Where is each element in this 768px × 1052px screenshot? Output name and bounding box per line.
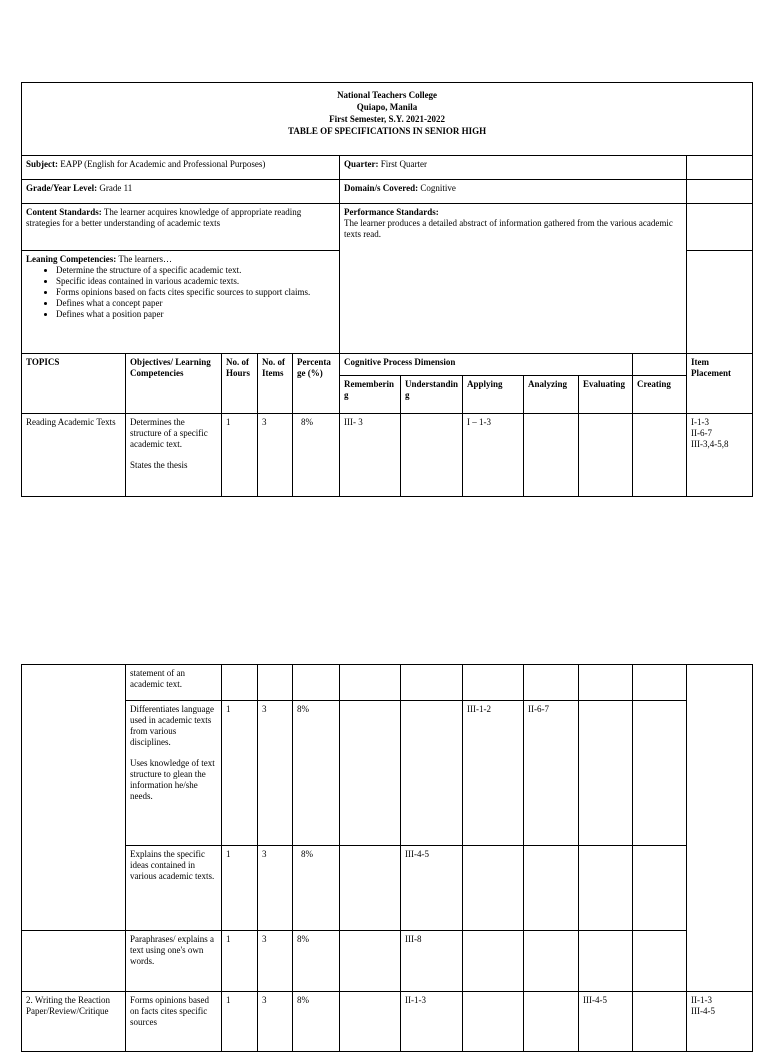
objective-cell: statement of an academic text. (126, 665, 222, 701)
hours-cell: 1 (222, 414, 258, 497)
hours-cell: 1 (222, 846, 258, 931)
remembering-cell (340, 846, 401, 931)
creating-cell (633, 992, 687, 1052)
remembering-cell (340, 931, 401, 992)
table-row (22, 701, 753, 846)
col-header-applying: Applying (463, 376, 524, 414)
empty-cell (687, 156, 753, 180)
analyzing-cell: II-6-7 (524, 701, 579, 846)
applying-cell: I – 1-3 (463, 414, 524, 497)
evaluating-cell (579, 701, 633, 846)
col-header-items: No. of Items (258, 354, 293, 414)
col-header-understanding: Understanding (401, 376, 463, 414)
analyzing-cell (524, 846, 579, 931)
col-header-percentage: Percentage (%) (293, 354, 340, 414)
remembering-cell (340, 665, 401, 701)
hours-cell: 1 (222, 992, 258, 1052)
list-item: • Determine the structure of a specific academic text. (56, 265, 335, 276)
empty-cell (687, 251, 753, 354)
col-header-remembering: Remembering (340, 376, 401, 414)
evaluating-cell (579, 414, 633, 497)
understanding-cell: II-1-3 (401, 992, 463, 1052)
col-header-analyzing: Analyzing (524, 376, 579, 414)
applying-cell (463, 931, 524, 992)
table-row (22, 992, 753, 1052)
analyzing-cell (524, 931, 579, 992)
topic-cell: 2. Writing the Reaction Paper/Review/Critique (22, 992, 126, 1052)
items-cell: 3 (258, 931, 293, 992)
col-header-objectives: Objectives/ Learning Competencies (126, 354, 222, 414)
objective-cell: Differentiates language used in academic texts from various disciplines. Uses knowledge of text structure to glean the information he/she needs. (126, 701, 222, 846)
specification-table-page-2 (21, 664, 753, 1052)
list-item: • Specific ideas contained in various academic texts. (56, 276, 335, 287)
understanding-cell: III-4-5 (401, 846, 463, 931)
analyzing-cell (524, 414, 579, 497)
specification-table-page-1 (21, 82, 753, 497)
percent-cell: 8% (293, 992, 340, 1052)
list-item: • Defines what a position paper (56, 309, 335, 320)
hours-cell (222, 665, 258, 701)
content-standards-cell: Content Standards: The learner acquires knowledge of appropriate reading strategies for a better understanding of academic texts (22, 204, 340, 251)
school-name: National Teachers College (337, 90, 438, 100)
objective-cell: Explains the specific ideas contained in various academic texts. (126, 846, 222, 931)
performance-standards-cell: Performance Standards: The learner produces a detailed abstract of information gathered from the various academic texts read. (340, 204, 687, 354)
competencies-list (26, 265, 335, 320)
evaluating-cell (579, 931, 633, 992)
understanding-cell (401, 701, 463, 846)
evaluating-cell (579, 846, 633, 931)
grade-level-cell: Grade/Year Level: Grade 11 (22, 180, 340, 204)
analyzing-cell (524, 665, 579, 701)
items-cell (258, 665, 293, 701)
objective-cell: Paraphrases/ explains a text using one's own words. (126, 931, 222, 992)
subject-cell: Subject: EAPP (English for Academic and Professional Purposes) (22, 156, 340, 180)
objective-cell: Forms opinions based on facts cites specific sources (126, 992, 222, 1052)
creating-cell (633, 931, 687, 992)
creating-cell (633, 846, 687, 931)
learning-competencies-cell: Leaning Competencies: The learners… • Determine the structure of a specific academic text. • Specific ideas contained in various academic texts. • Forms opinions based on facts cites specific sources to support claims. • Defines what a concept paper • Defines what a position paper (22, 251, 340, 354)
school-location: Quiapo, Manila (356, 102, 418, 112)
percent-cell: 8% (293, 414, 340, 497)
applying-cell (463, 992, 524, 1052)
empty-cell (633, 354, 687, 376)
applying-cell (463, 846, 524, 931)
items-cell: 3 (258, 992, 293, 1052)
percent-cell (293, 665, 340, 701)
empty-cell (687, 204, 753, 251)
table-row (22, 931, 753, 992)
percent-cell: 8% (293, 846, 340, 931)
semester: First Semester, S.Y. 2021-2022 (329, 114, 445, 124)
topic-cell: Reading Academic Texts (22, 414, 126, 497)
col-header-topics: TOPICS (22, 354, 126, 414)
items-cell: 3 (258, 701, 293, 846)
list-item: • Forms opinions based on facts cites specific sources to support claims. (56, 287, 335, 298)
placement-cell: II-1-3 III-4-5 (687, 992, 753, 1052)
creating-cell (633, 665, 687, 701)
col-header-evaluating: Evaluating (579, 376, 633, 414)
hours-cell: 1 (222, 701, 258, 846)
placement-cell (687, 665, 753, 992)
hours-cell: 1 (222, 931, 258, 992)
remembering-cell: III- 3 (340, 414, 401, 497)
understanding-cell (401, 665, 463, 701)
understanding-cell (401, 414, 463, 497)
placement-cell: I-1-3 II-6-7 III-3,4-5,8 (687, 414, 753, 497)
creating-cell (633, 701, 687, 846)
topic-cell (22, 665, 126, 701)
evaluating-cell: III-4-5 (579, 992, 633, 1052)
evaluating-cell (579, 665, 633, 701)
empty-cell (687, 180, 753, 204)
document-header (22, 83, 753, 156)
analyzing-cell (524, 992, 579, 1052)
items-cell: 3 (258, 414, 293, 497)
quarter-cell: Quarter: First Quarter (340, 156, 687, 180)
col-header-creating: Creating (633, 376, 687, 414)
domains-cell: Domain/s Covered: Cognitive (340, 180, 687, 204)
percent-cell: 8% (293, 701, 340, 846)
table-row (22, 414, 753, 497)
remembering-cell (340, 701, 401, 846)
col-header-item-placement: Item Placement (687, 354, 753, 414)
col-header-cognitive-dimension: Cognitive Process Dimension (340, 354, 633, 376)
topic-cell (22, 846, 126, 931)
understanding-cell: III-8 (401, 931, 463, 992)
objective-cell: Determines the structure of a specific academic text. States the thesis (126, 414, 222, 497)
document-title: TABLE OF SPECIFICATIONS IN SENIOR HIGH (288, 126, 487, 136)
col-header-hours: No. of Hours (222, 354, 258, 414)
applying-cell (463, 665, 524, 701)
topic-cell (22, 701, 126, 846)
creating-cell (633, 414, 687, 497)
topic-cell (22, 931, 126, 992)
remembering-cell (340, 992, 401, 1052)
percent-cell: 8% (293, 931, 340, 992)
applying-cell: III-1-2 (463, 701, 524, 846)
items-cell: 3 (258, 846, 293, 931)
table-row (22, 665, 753, 701)
list-item: • Defines what a concept paper (56, 298, 335, 309)
table-row (22, 846, 753, 931)
